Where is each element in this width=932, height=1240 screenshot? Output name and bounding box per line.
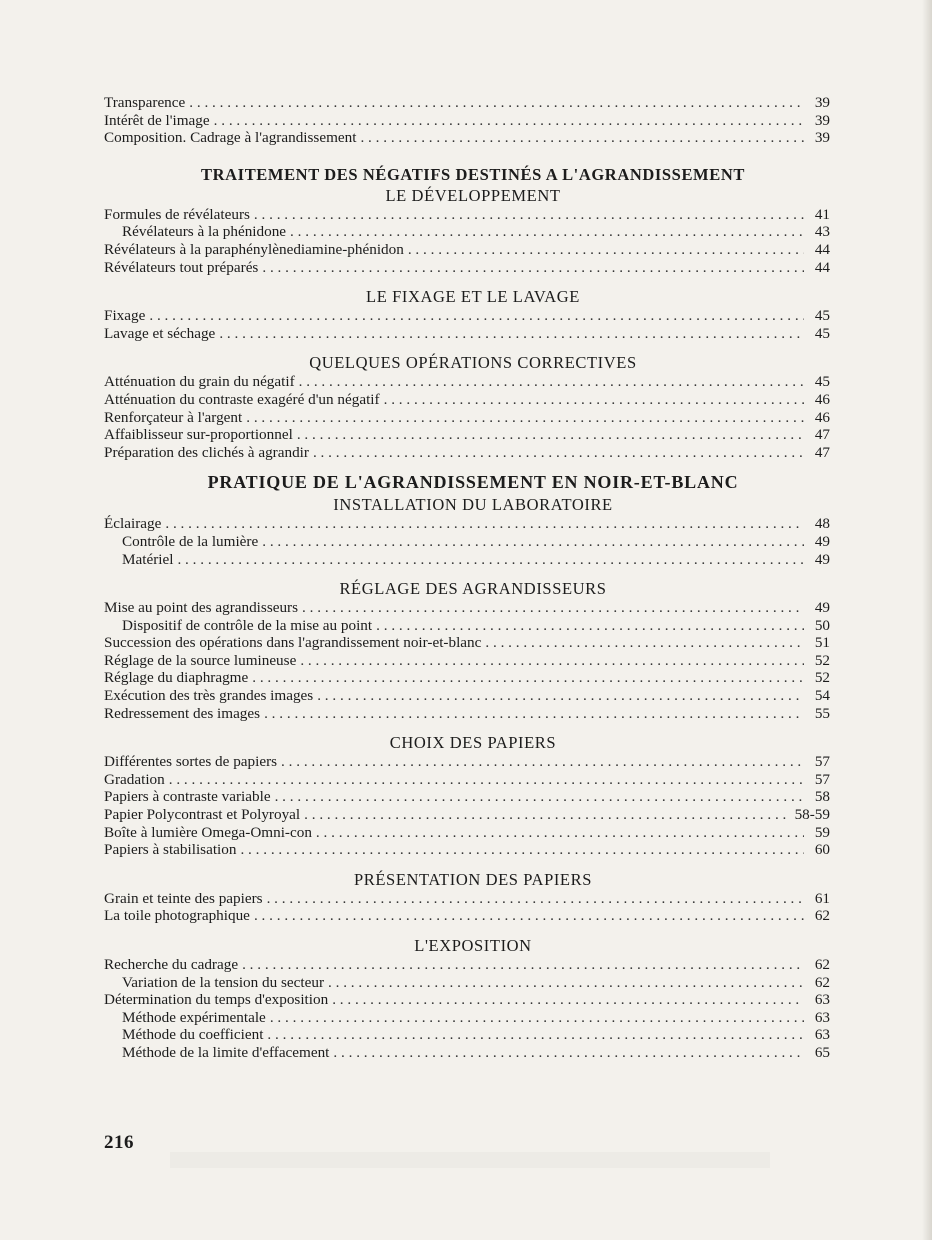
toc-section-exposition (104, 935, 830, 1062)
toc-entry[interactable]: Recherche du cadrage . . . 62 (104, 956, 830, 974)
leader-dots (252, 669, 804, 687)
page-number: 216 (104, 1132, 134, 1153)
toc-entry[interactable]: Détermination du temps d'exposition . . . 63 (104, 991, 830, 1009)
table-of-contents (104, 94, 830, 1062)
toc-section-presentation (104, 869, 830, 925)
toc-entry[interactable]: Grain et teinte des papiers . . . 61 (104, 890, 830, 908)
toc-entry[interactable]: Transparence . . . 39 (104, 94, 830, 112)
leader-dots (275, 788, 804, 806)
leader-dots (313, 444, 804, 462)
leader-dots (246, 409, 804, 427)
toc-entry[interactable]: Affaiblisseur sur-proportionnel . . . 47 (104, 426, 830, 444)
leader-dots (376, 617, 804, 635)
leader-dots (360, 129, 804, 147)
leader-dots (267, 1026, 804, 1044)
section-subheading: LE DÉVELOPPEMENT (385, 185, 561, 205)
toc-section-choix-papiers (104, 732, 830, 859)
toc-entry[interactable]: Papiers à contraste variable . . . 58 (104, 788, 830, 806)
leader-dots (290, 223, 804, 241)
toc-entry[interactable]: Différentes sortes de papiers . . . 57 (104, 753, 830, 771)
leader-dots (328, 974, 804, 992)
toc-entry[interactable]: Intérêt de l'image . . . 39 (104, 112, 830, 130)
toc-entry[interactable]: Lavage et séchage . . . 45 (104, 325, 830, 343)
section-heading: QUELQUES OPÉRATIONS CORRECTIVES (309, 353, 637, 373)
leader-dots (264, 705, 804, 723)
leader-dots (165, 515, 804, 533)
leader-dots (304, 806, 788, 824)
toc-entry[interactable]: Révélateurs à la paraphénylènediamine-phénidon . . . 44 (104, 241, 830, 259)
toc-entry[interactable]: Exécution des très grandes images . . . 54 (104, 687, 830, 705)
toc-entry[interactable]: Gradation . . . 57 (104, 771, 830, 789)
leader-dots (302, 599, 804, 617)
leader-dots (219, 325, 804, 343)
toc-entry[interactable]: Révélateurs tout préparés . . . 44 (104, 259, 830, 277)
toc-entry[interactable]: Renforçateur à l'argent . . . 46 (104, 409, 830, 427)
toc-entry[interactable]: Atténuation du contraste exagéré d'un négatif . . . 46 (104, 391, 830, 409)
toc-entry[interactable]: La toile photographique . . . 62 (104, 907, 830, 925)
toc-entry[interactable]: Matériel . . . 49 (104, 551, 830, 569)
toc-entry[interactable]: Éclairage . . . 48 (104, 515, 830, 533)
leader-dots (177, 551, 804, 569)
leader-dots (242, 956, 804, 974)
leader-dots (262, 533, 804, 551)
toc-section-fixage (104, 286, 830, 342)
leader-dots (384, 391, 804, 409)
leader-dots (169, 771, 804, 789)
toc-entry[interactable]: Composition. Cadrage à l'agrandissement . . . 39 (104, 129, 830, 147)
leader-dots (332, 991, 804, 1009)
toc-entry[interactable]: Redressement des images . . . 55 (104, 705, 830, 723)
leader-dots (333, 1044, 804, 1062)
section-heading: CHOIX DES PAPIERS (389, 733, 557, 753)
section-heading: PRÉSENTATION DES PAPIERS (353, 869, 592, 889)
toc-entry[interactable]: Dispositif de contrôle de la mise au point . . . 50 (104, 617, 830, 635)
bleed-through-shadow (170, 1152, 770, 1168)
toc-entry[interactable]: Fixage . . . 45 (104, 307, 830, 325)
toc-section-traitement (104, 164, 830, 276)
toc-entry[interactable]: Mise au point des agrandisseurs . . . 49 (104, 599, 830, 617)
toc-section-reglage (104, 578, 830, 722)
toc-entry[interactable]: Réglage de la source lumineuse . . . 52 (104, 652, 830, 670)
toc-section-intro (104, 94, 830, 147)
section-heading: L'EXPOSITION (414, 936, 532, 955)
leader-dots (299, 373, 804, 391)
leader-dots (317, 687, 804, 705)
leader-dots (189, 94, 804, 112)
leader-dots (408, 241, 804, 259)
leader-dots (316, 824, 804, 842)
toc-entry[interactable]: Variation de la tension du secteur . . . 62 (104, 974, 830, 992)
leader-dots (262, 259, 804, 277)
toc-entry[interactable]: Méthode expérimentale . . . 63 (104, 1009, 830, 1027)
toc-entry[interactable]: Succession des opérations dans l'agrandissement noir-et-blanc . . . 51 (104, 634, 830, 652)
leader-dots (149, 307, 804, 325)
section-heading: TRAITEMENT DES NÉGATIFS DESTINÉS A L'AGRANDISSEMENT (201, 164, 745, 184)
toc-entry[interactable]: Formules de révélateurs . . . 41 (104, 206, 830, 224)
leader-dots (485, 634, 804, 652)
section-heading: LE FIXAGE ET LE LAVAGE (366, 287, 580, 307)
section-heading: RÉGLAGE DES AGRANDISSEURS (339, 579, 607, 599)
toc-entry[interactable]: Contrôle de la lumière . . . 49 (104, 533, 830, 551)
toc-entry[interactable]: Révélateurs à la phénidone . . . 43 (104, 223, 830, 241)
toc-section-pratique (104, 471, 830, 568)
section-heading: PRATIQUE DE L'AGRANDISSEMENT EN NOIR-ET-BLANC (207, 472, 739, 493)
toc-section-corrections (104, 352, 830, 461)
leader-dots (267, 890, 804, 908)
leader-dots (254, 206, 804, 224)
leader-dots (281, 753, 804, 771)
leader-dots (300, 652, 804, 670)
toc-entry[interactable]: Papiers à stabilisation . . . 60 (104, 841, 830, 859)
toc-entry[interactable]: Réglage du diaphragme . . . 52 (104, 669, 830, 687)
toc-entry[interactable]: Méthode du coefficient . . . 63 (104, 1026, 830, 1044)
leader-dots (254, 907, 804, 925)
toc-entry[interactable]: Atténuation du grain du négatif . . . 45 (104, 373, 830, 391)
section-subheading: INSTALLATION DU LABORATOIRE (333, 495, 613, 515)
toc-entry[interactable]: Préparation des clichés à agrandir . . . 47 (104, 444, 830, 462)
toc-entry[interactable]: Boîte à lumière Omega-Omni-con . . . 59 (104, 824, 830, 842)
leader-dots (297, 426, 804, 444)
leader-dots (214, 112, 804, 130)
leader-dots (240, 841, 804, 859)
toc-entry[interactable]: Papier Polycontrast et Polyroyal . . . 58-59 (104, 806, 830, 824)
toc-entry[interactable]: Méthode de la limite d'effacement . . . 65 (104, 1044, 830, 1062)
page-edge-shadow (922, 0, 932, 1240)
leader-dots (270, 1009, 804, 1027)
